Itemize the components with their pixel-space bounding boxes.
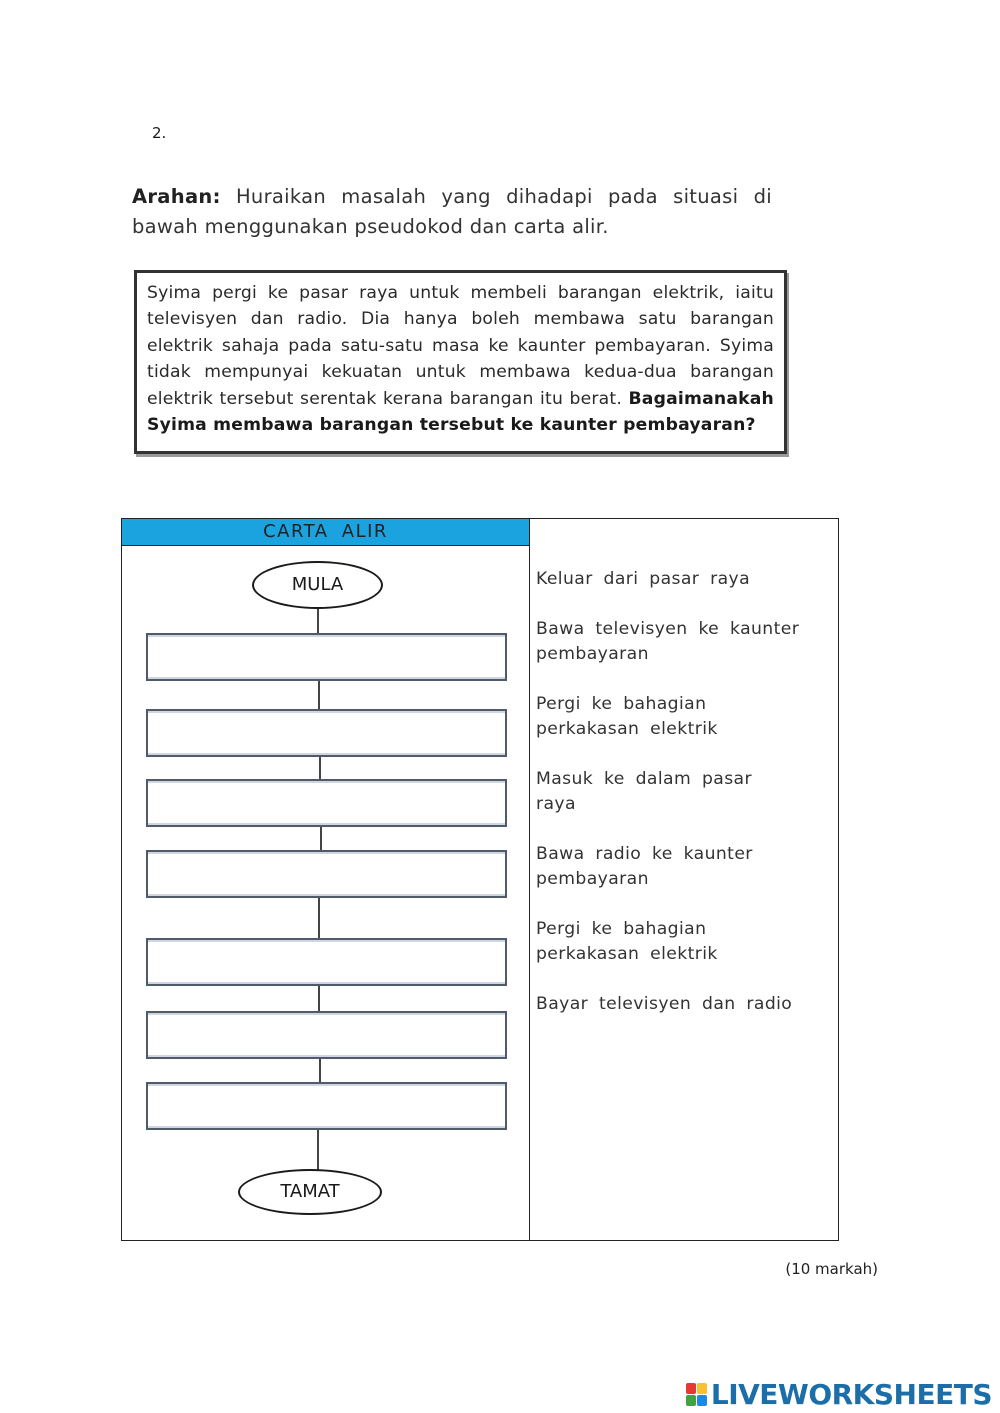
option-item[interactable]: Keluar dari pasar raya: [536, 569, 751, 589]
option-item[interactable]: Bawa radio ke kaunter pembayaran: [536, 844, 753, 889]
connector: [317, 607, 319, 633]
instruction-lead: Arahan:: [132, 185, 221, 208]
connector: [318, 681, 320, 709]
flowchart-answer-box-3[interactable]: [146, 779, 507, 827]
flowchart-answer-box-5[interactable]: [146, 938, 507, 986]
flowchart-answer-box-1[interactable]: [146, 633, 507, 681]
scenario-paragraph: [147, 280, 774, 438]
connector: [318, 898, 320, 938]
instruction-text: Huraikan masalah yang dihadapi pada situasi di bawah menggunakan pseudokod dan carta alir.: [132, 185, 772, 238]
connector: [318, 986, 320, 1011]
brand-footer: [686, 1378, 992, 1411]
column-divider: [529, 519, 530, 1240]
options-list: [536, 567, 836, 1042]
option-item[interactable]: Pergi ke bahagian perkakasan elektrik: [536, 694, 718, 739]
option-item[interactable]: Masuk ke dalam pasar raya: [536, 769, 752, 814]
flowchart-answer-box-6[interactable]: [146, 1011, 507, 1059]
liveworksheets-logo-icon: [686, 1383, 708, 1407]
end-terminator: TAMAT: [238, 1169, 382, 1215]
flowchart-answer-box-2[interactable]: [146, 709, 507, 757]
flowchart-header: CARTA ALIR: [122, 519, 529, 546]
marks-label: (10 markah): [785, 1260, 878, 1278]
question-number: 2.: [152, 124, 167, 142]
instruction: [132, 182, 772, 242]
scenario-text: Syima pergi ke pasar raya untuk membeli barangan elektrik, iaitu televisyen dan radio. Dia hanya boleh membawa satu barangan elektrik sahaja pada satu-satu masa ke kaunter pembayaran. Syima tidak mempunyai kekuatan untuk membawa kedua-dua barangan elektrik tersebut serentak kerana barangan itu berat.: [147, 283, 774, 409]
option-item[interactable]: Bawa televisyen ke kaunter pembayaran: [536, 619, 800, 664]
flowchart-answer-box-4[interactable]: [146, 850, 507, 898]
flowchart-answer-box-7[interactable]: [146, 1082, 507, 1130]
connector: [319, 757, 321, 779]
option-item[interactable]: Bayar televisyen dan radio: [536, 994, 793, 1014]
flowchart-table: [121, 518, 839, 1241]
start-terminator: MULA: [252, 561, 383, 609]
scenario-question: Bagaimanakah Syima membawa barangan tersebut ke kaunter pembayaran?: [147, 388, 774, 436]
scenario-box: [134, 270, 787, 454]
connector: [320, 827, 322, 850]
option-item[interactable]: Pergi ke bahagian perkakasan elektrik: [536, 919, 718, 964]
brand-name: LIVEWORKSHEETS: [710, 1378, 992, 1411]
connector: [317, 1130, 319, 1170]
connector: [319, 1059, 321, 1082]
